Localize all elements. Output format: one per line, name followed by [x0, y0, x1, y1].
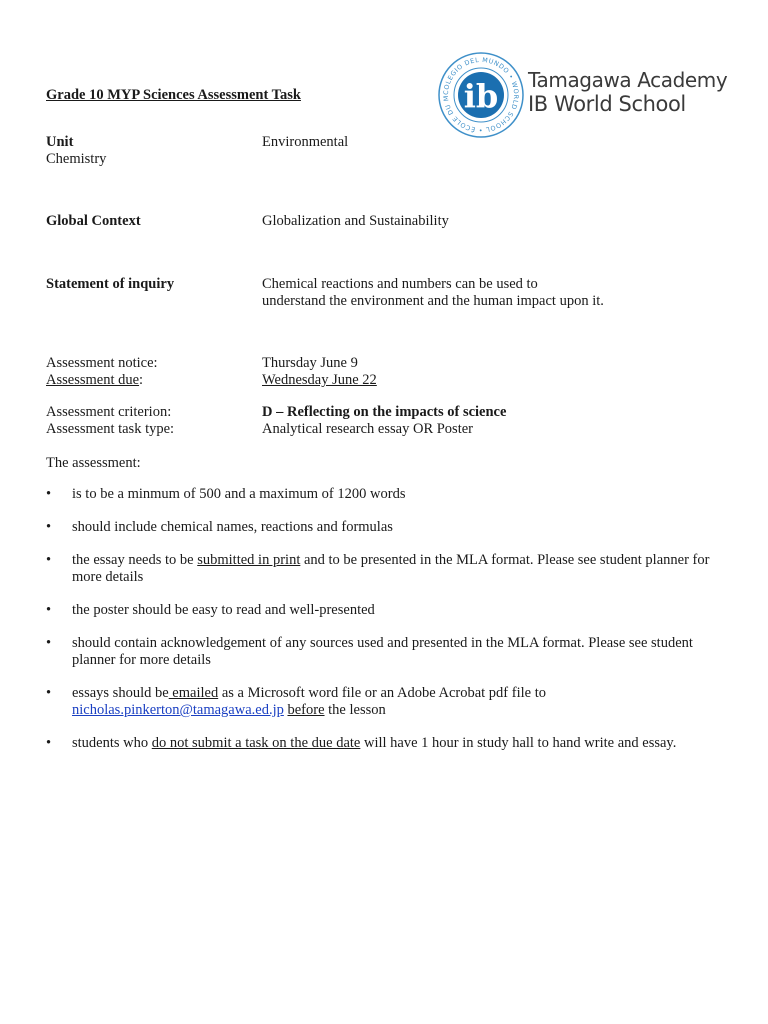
task-type-label: Assessment task type:: [46, 421, 175, 437]
bullet-text: as a Microsoft word file or an Adobe Acrobat pdf file to: [218, 685, 546, 701]
global-context-label: Global Context: [46, 213, 141, 229]
ib-emblem-icon: [436, 50, 526, 140]
list-item: [46, 552, 736, 586]
bullet-text: should contain acknowledgement of any sources used and presented in the MLA format. Please see student planner for more details: [72, 635, 693, 668]
list-item: [46, 735, 736, 752]
list-item: [46, 602, 736, 619]
page-title: Grade 10 MYP Sciences Assessment Task: [46, 87, 301, 103]
list-item: [46, 635, 736, 669]
logo-ring-text: COLEGIO DEL MUNDO • WORLD SCHOOL • ÉCOLE DU M: [441, 55, 521, 135]
list-item: [46, 519, 736, 536]
bullet-text: the lesson: [324, 702, 386, 718]
bullet-icon: •: [46, 735, 52, 751]
bullet-icon: •: [46, 602, 52, 618]
statement-label: Statement of inquiry: [46, 276, 175, 292]
bullet-emphasis: do not submit a task on the due date: [151, 735, 361, 751]
school-logo: [436, 50, 726, 142]
bullet-text: the poster should be easy to read and well-presented: [72, 602, 375, 618]
bullet-text: and to be presented in the MLA format. Please see student planner for more details: [72, 552, 710, 585]
bullet-emphasis: emailed: [168, 685, 219, 701]
global-context-value: Globalization and Sustainability: [262, 213, 449, 229]
bullet-icon: •: [46, 552, 52, 568]
logo-school-type: IB World School: [528, 92, 686, 116]
bullet-emphasis: submitted in print: [197, 552, 301, 568]
due-label-group: [46, 372, 143, 389]
unit-value: Environmental: [262, 134, 349, 150]
due-colon: :: [139, 372, 144, 388]
criterion-value: D – Reflecting on the impacts of science: [262, 404, 507, 420]
list-item: [46, 486, 736, 503]
unit-value-wrap: Chemistry: [46, 151, 107, 167]
bullet-text: essays should be: [72, 685, 169, 701]
bullet-text: will have 1 hour in study hall to hand write and essay.: [360, 735, 677, 751]
bullet-icon: •: [46, 486, 52, 502]
assessment-intro: The assessment:: [46, 455, 141, 471]
bullet-text: should include chemical names, reactions and formulas: [72, 519, 393, 535]
assessment-bullet-list: [46, 486, 736, 768]
email-link[interactable]: nicholas.pinkerton@tamagawa.ed.jp: [72, 702, 284, 718]
statement-line-1: Chemical reactions and numbers can be used to: [262, 276, 538, 292]
due-value: Wednesday June 22: [262, 372, 377, 388]
list-item: [46, 685, 736, 719]
bullet-icon: •: [46, 635, 52, 651]
bullet-icon: •: [46, 519, 52, 535]
criterion-label: Assessment criterion:: [46, 404, 172, 420]
unit-label: Unit: [46, 134, 74, 150]
notice-label: Assessment notice:: [46, 355, 158, 371]
bullet-icon: •: [46, 685, 52, 701]
bullet-text: the essay needs to be: [72, 552, 198, 568]
bullet-text: students who: [72, 735, 152, 751]
notice-value: Thursday June 9: [262, 355, 358, 371]
logo-school-name: Tamagawa Academy: [528, 68, 728, 92]
logo-mark: ib: [463, 77, 499, 115]
statement-line-2: understand the environment and the human impact upon it.: [262, 293, 604, 309]
due-label: Assessment due: [46, 372, 140, 388]
bullet-text: is to be a minmum of 500 and a maximum of 1200 words: [72, 486, 406, 502]
bullet-emphasis: before: [287, 702, 325, 718]
task-type-value: Analytical research essay OR Poster: [262, 421, 473, 437]
